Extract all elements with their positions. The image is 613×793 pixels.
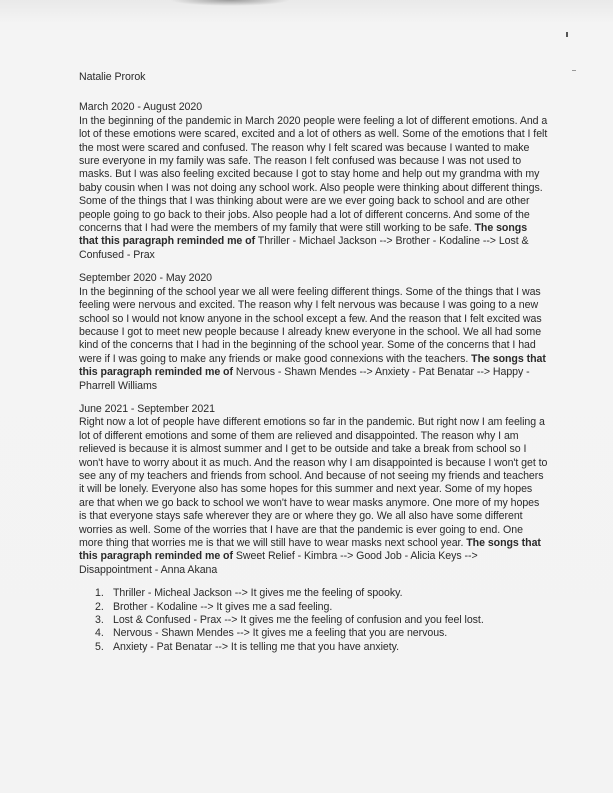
list-text: Thriller - Micheal Jackson --> It gives me the feeling of spooky.: [113, 587, 403, 600]
section-sept-2020-may-2020: [79, 272, 549, 393]
list-text: Lost & Confused - Prax --> It gives me the feeling of confusion and you feel lost.: [113, 614, 484, 627]
section-paragraph: [79, 286, 549, 393]
songs-text: Thriller - Michael Jackson --> Brother - Kodaline --> Lost & Confused - Prax: [79, 235, 529, 261]
songs-lead: The songs that this paragraph reminded me of: [79, 222, 528, 248]
section-june-sept-2021: [79, 403, 549, 577]
songs-lead: The songs that this paragraph reminded me of: [79, 537, 541, 563]
section-march-august-2020: [79, 101, 549, 262]
list-item: [95, 614, 549, 627]
list-item: [95, 627, 549, 640]
paragraph-text: In the beginning of the pandemic in March 2020 people were feeling a lot of different emotions. And a lot of these emotions were scared, excited and a lot of others as well. Some of the emotions that I felt the most were scared and confused. The reason why I felt scared was because I wanted to make sure everyone in my family was safe. The reason I felt confused was because I was not used to masks. But I was also feeling excited because I got to stay home and help out my grandma with my baby cousin when I was not doing any school work. Also people were thinking about different things. Some of the things that I was thinking about were are we ever going back to school and are other people going to go back to their jobs. Also people had a lot of different concerns. And some of the concerns that I had were the members of my family that were still working to be safe.: [79, 114, 548, 235]
scan-mark: [566, 32, 568, 37]
list-text: Brother - Kodaline --> It gives me a sad feeling.: [113, 600, 333, 613]
list-number: 3.: [95, 614, 104, 627]
list-number: 1.: [95, 587, 104, 600]
paragraph-text: Right now a lot of people have different emotions so far in the pandemic. But right now I am feeling a lot of different emotions and some of them are relieved and disappointed. The reason why I am relieved is because it is almost summer and I get to be outside and take a break from school so I won't have to worry about it as much. And the reason why I am disappointed is because I won't get to see any of my teachers and friends from school. And because of not seeing my friends and teachers it will be lonely. Everyone also has some hopes for this summer and next year. Some of my hopes are that when we go back to school we won't have to wear masks anymore. One more of my hopes is that everyone stays safe wherever they are or where they go. We all also have some different worries as well. Some of the worries that I have are that the pandemic is ever going to end. One more thing that worries me is that we will still have to wear masks next school year.: [79, 416, 548, 549]
section-paragraph: [79, 416, 549, 577]
author-name: Natalie Prorok: [79, 71, 146, 83]
paragraph-text: In the beginning of the school year we all were feeling different things. Some of the things that I was feeling were nervous and excited. The reason why I felt nervous was because I was going to a new school so I would not know anyone in the school except a few. And the reason that I felt excited was because I got to meet new people because I already knew everyone in the school. We all had some kind of the concerns that I had in the beginning of the school year. Some of the concerns that I had were if I was going to make any friends or make good connexions with the teachers.: [79, 285, 542, 365]
list-number: 4.: [95, 627, 104, 640]
list-item: [95, 600, 549, 614]
section-title: March 2020 - August 2020: [79, 101, 203, 114]
scan-dash: [572, 70, 576, 71]
list-number: 5.: [95, 640, 104, 653]
songs-text: Sweet Relief - Kimbra --> Good Job - Alicia Keys --> Disappointment - Anna Akana: [79, 550, 478, 576]
list-text: Nervous - Shawn Mendes --> It gives me a feeling that you are nervous.: [113, 627, 448, 640]
songs-lead: The songs that this paragraph reminded me of: [79, 352, 546, 379]
song-list: [79, 587, 549, 654]
section-title: September 2020 - May 2020: [79, 272, 213, 285]
scan-smudge: [170, 0, 290, 6]
list-item: [95, 640, 549, 654]
document-body: [79, 71, 549, 654]
section-paragraph: [79, 115, 549, 262]
songs-text: Nervous - Shawn Mendes --> Anxiety - Pat Benatar --> Happy - Pharrell Williams: [79, 366, 530, 392]
section-title: June 2021 - September 2021: [79, 402, 215, 415]
list-text: Anxiety - Pat Benatar --> It is telling me that you have anxiety.: [113, 640, 399, 653]
list-item: [95, 587, 549, 600]
list-number: 2.: [95, 600, 104, 613]
